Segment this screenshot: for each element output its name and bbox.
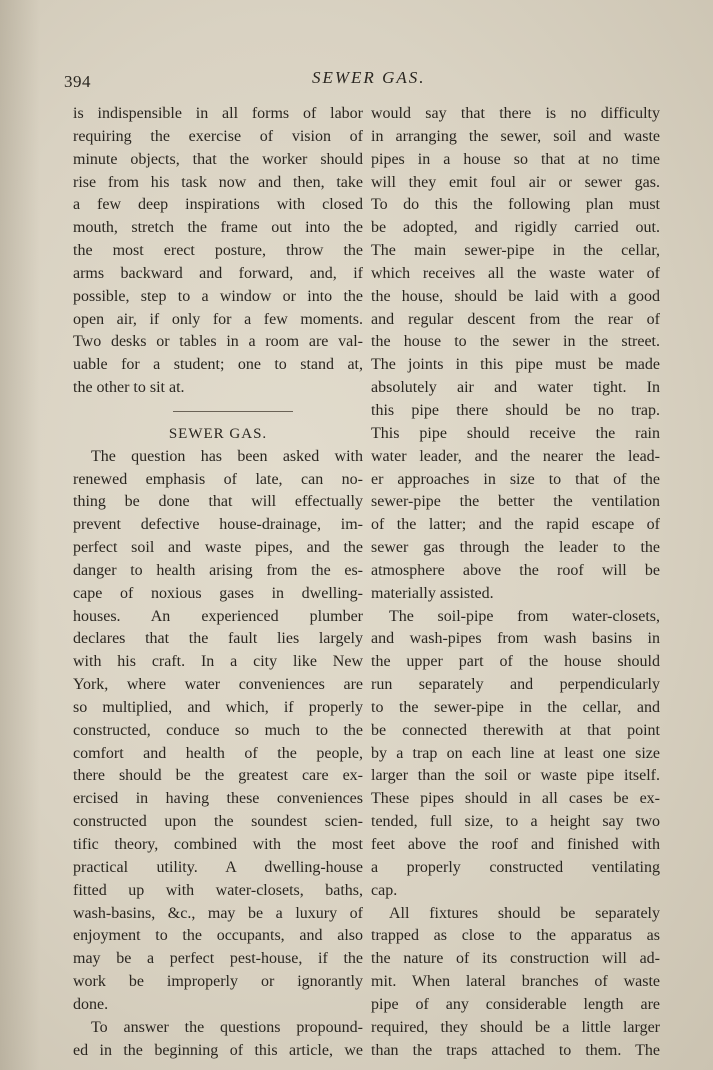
text-line: The soil-pipe from water-closets, — [389, 607, 660, 625]
text-line: wash-basins, &c., may be a luxury of — [73, 904, 363, 922]
text-line: trapped as close to the apparatus as — [371, 927, 660, 945]
text-line: by a trap on each line at least one size — [371, 744, 660, 762]
text-line: All fixtures should be separately — [389, 904, 660, 922]
text-line: The main sewer-pipe in the cellar, — [371, 242, 660, 260]
text-line: uable for a student; one to stand at, — [73, 356, 363, 374]
text-line: the upper part of the house should — [371, 653, 660, 671]
text-line: practical utility. A dwelling-house — [73, 858, 363, 876]
text-line: To do this the following plan must — [371, 196, 660, 214]
text-line: er approaches in size to that of the — [371, 470, 660, 488]
text-line: constructed upon the soundest scien- — [73, 813, 363, 831]
text-line: work be improperly or ignorantly — [73, 973, 363, 991]
text-line: the other to sit at. — [73, 379, 185, 397]
text-line: sewer-pipe the better the ventilation — [371, 493, 660, 511]
text-line: ed in the beginning of this article, we — [73, 1041, 363, 1059]
text-line: cap. — [371, 881, 398, 899]
page-edge-shadow — [0, 0, 40, 1070]
text-line: there should be the greatest care ex- — [73, 767, 363, 785]
text-line: tific theory, combined with the most — [73, 836, 363, 853]
text-line: required, they should be a little larger — [371, 1018, 660, 1036]
text-line: comfort and health of the people, — [73, 744, 363, 762]
text-line: is indispensible in all forms of labor — [73, 105, 363, 122]
text-line: run separately and perpendicularly — [371, 676, 660, 694]
text-line: danger to health arising from the es- — [73, 561, 363, 579]
text-line: the house to the sewer in the street. — [371, 333, 660, 351]
text-line: constructed, conduce so much to the — [73, 721, 363, 739]
right-column — [371, 103, 660, 1062]
text-line: materially assisted. — [371, 584, 494, 602]
text-line: tended, full size, to a height say two — [371, 813, 660, 831]
text-line: in arranging the sewer, soil and waste — [371, 127, 660, 145]
text-line: the most erect posture, throw the — [73, 242, 363, 260]
text-line: prevent defective house-drainage, im- — [73, 516, 363, 534]
text-line: the nature of its construction will ad- — [371, 950, 660, 968]
section-divider — [73, 400, 363, 423]
text-line: minute objects, that the worker should — [73, 150, 363, 168]
text-line: mit. When lateral branches of waste — [371, 973, 660, 991]
text-line: done. — [73, 995, 109, 1013]
left-column — [73, 103, 363, 1062]
text-line: feet above the roof and finished with — [371, 836, 660, 853]
text-line: be connected therewith at that point — [371, 721, 660, 739]
text-line: The joints in this pipe must be made — [371, 356, 660, 374]
text-line: open air, if only for a few moments. — [73, 310, 363, 328]
text-line: York, where water conveniences are — [73, 676, 363, 694]
text-line: and regular descent from the rear of — [371, 310, 660, 328]
text-line: a few deep inspirations with closed — [73, 196, 363, 214]
text-line: so multiplied, and which, if properly — [73, 698, 363, 716]
text-line: sewer gas through the leader to the — [371, 539, 660, 557]
text-line: of the latter; and the rapid escape of — [371, 516, 660, 534]
text-line: pipe of any considerable length are — [371, 995, 660, 1013]
text-line: be adopted, and rigidly carried out. — [371, 219, 660, 237]
text-line: These pipes should in all cases be ex- — [371, 790, 660, 808]
text-line: possible, step to a window or into the — [73, 287, 363, 305]
text-line: perfect soil and waste pipes, and the — [73, 539, 363, 557]
text-line: Two desks or tables in a room are val- — [73, 333, 363, 351]
text-line: and wash-pipes from wash basins in — [371, 630, 660, 648]
text-line: the house, should be laid with a good — [371, 287, 660, 305]
text-line: cape of noxious gases in dwelling- — [73, 584, 363, 602]
text-line: This pipe should receive the rain — [371, 424, 660, 442]
text-line: would say that there is no difficulty — [371, 105, 660, 122]
text-line: arms backward and forward, and, if — [73, 264, 363, 282]
page-number: 394 — [64, 72, 91, 91]
text-line: a properly constructed ventilating — [371, 858, 660, 876]
text-line: larger than the soil or waste pipe itself. — [371, 767, 660, 785]
text-line: water leader, and the nearer the lead- — [371, 447, 660, 465]
text-line: renewed emphasis of late, can no- — [73, 470, 363, 488]
section-heading: SEWER GAS. — [168, 425, 268, 442]
divider-rule — [173, 411, 293, 412]
text-line: to the sewer-pipe in the cellar, and — [371, 698, 660, 716]
text-line: fitted up with water-closets, baths, — [73, 881, 363, 899]
text-line: houses. An experienced plumber — [73, 607, 363, 625]
text-line: The question has been asked with — [91, 447, 363, 465]
text-line: thing be done that will effectually — [73, 493, 363, 511]
text-line: which receives all the waste water of — [371, 264, 660, 282]
text-line: may be a perfect pest-house, if the — [73, 950, 363, 968]
text-line: mouth, stretch the frame out into the — [73, 219, 363, 237]
text-line: atmosphere above the roof will be — [371, 561, 660, 579]
text-line: requiring the exercise of vision of — [73, 127, 363, 145]
running-head: SEWER GAS. — [312, 68, 426, 87]
text-line: declares that the fault lies largely — [73, 630, 363, 648]
text-line: pipes in a house so that at no time — [371, 150, 660, 168]
text-line: absolutely air and water tight. In — [371, 379, 660, 397]
text-line: To answer the questions propound- — [91, 1018, 363, 1036]
text-line: with his craft. In a city like New — [73, 653, 363, 671]
text-line: enjoyment to the occupants, and also — [73, 927, 363, 945]
text-line: will they emit foul air or sewer gas. — [371, 173, 660, 191]
text-line: rise from his task now and then, take — [73, 173, 363, 191]
text-line: this pipe there should be no trap. — [371, 401, 660, 419]
text-line: ercised in having these conveniences — [73, 790, 363, 808]
text-line: than the traps attached to them. The — [371, 1041, 660, 1059]
